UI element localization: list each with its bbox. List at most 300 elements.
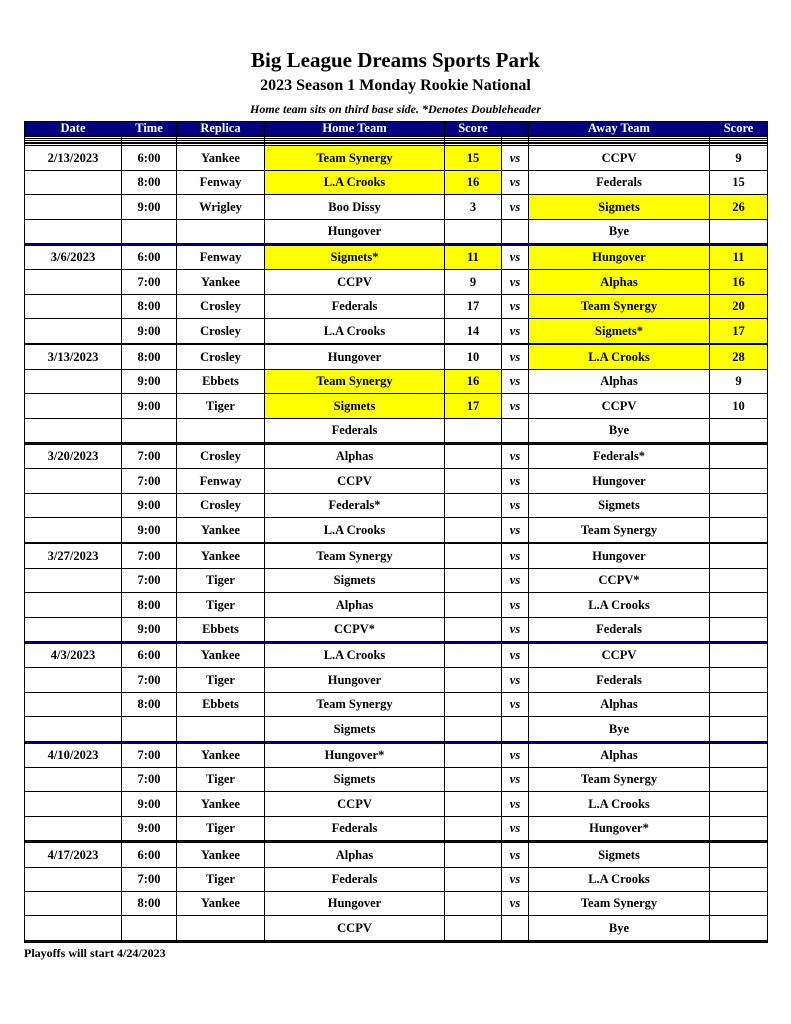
- away-score-cell: [710, 617, 768, 641]
- away-team-cell: CCPV: [529, 146, 710, 170]
- away-score-cell: [710, 717, 768, 741]
- replica-cell: [177, 717, 265, 741]
- game-row: [25, 544, 768, 568]
- vs-cell: [502, 717, 529, 741]
- replica-cell: Tiger: [177, 816, 265, 840]
- header-home-score: Score: [445, 122, 502, 136]
- vs-cell: vs: [502, 170, 529, 194]
- separator-cell: [445, 940, 502, 942]
- replica-cell: Crosley: [177, 444, 265, 468]
- time-cell: 9:00: [122, 394, 177, 418]
- date-cell: 4/3/2023: [25, 644, 122, 668]
- away-score-cell: [710, 418, 768, 442]
- home-team-cell: Federals: [265, 867, 445, 891]
- vs-cell: vs: [502, 617, 529, 641]
- date-cell: [25, 717, 122, 741]
- game-row: [25, 617, 768, 641]
- replica-cell: Fenway: [177, 469, 265, 493]
- schedule-table: [24, 121, 768, 943]
- vs-cell: vs: [502, 768, 529, 792]
- time-cell: 7:00: [122, 568, 177, 592]
- away-team-cell: Bye: [529, 717, 710, 741]
- home-score-cell: 14: [445, 319, 502, 343]
- replica-cell: Ebbets: [177, 617, 265, 641]
- game-row: [25, 867, 768, 891]
- schedule-body: [25, 135, 768, 943]
- date-cell: [25, 593, 122, 617]
- away-score-cell: [710, 568, 768, 592]
- away-team-cell: Team Synergy: [529, 891, 710, 915]
- time-cell: [122, 219, 177, 243]
- game-row: [25, 418, 768, 442]
- away-score-cell: [710, 768, 768, 792]
- date-cell: [25, 294, 122, 318]
- game-row: [25, 319, 768, 343]
- away-score-cell: [710, 816, 768, 840]
- vs-cell: [502, 219, 529, 243]
- away-team-cell: Alphas: [529, 369, 710, 393]
- game-row: [25, 792, 768, 816]
- replica-cell: Yankee: [177, 544, 265, 568]
- away-team-cell: CCPV: [529, 644, 710, 668]
- home-score-cell: [445, 418, 502, 442]
- away-score-cell: [710, 891, 768, 915]
- replica-cell: [177, 418, 265, 442]
- header-date: Date: [25, 122, 122, 136]
- home-team-cell: Federals*: [265, 493, 445, 517]
- time-cell: 9:00: [122, 319, 177, 343]
- game-row: [25, 768, 768, 792]
- date-cell: [25, 270, 122, 294]
- separator-cell: [25, 940, 122, 942]
- game-row: [25, 568, 768, 592]
- date-cell: [25, 816, 122, 840]
- home-score-cell: [445, 843, 502, 867]
- home-team-cell: Alphas: [265, 843, 445, 867]
- away-score-cell: 11: [710, 245, 768, 269]
- game-row: [25, 219, 768, 243]
- away-team-cell: Bye: [529, 418, 710, 442]
- schedule-note: Home team sits on third base side. *Denotes Doubleheader: [250, 102, 541, 116]
- playoffs-note: Playoffs will start 4/24/2023: [24, 946, 166, 960]
- away-score-cell: [710, 916, 768, 940]
- time-cell: 7:00: [122, 544, 177, 568]
- vs-cell: [502, 916, 529, 940]
- time-cell: 7:00: [122, 469, 177, 493]
- away-score-cell: [710, 493, 768, 517]
- time-cell: 6:00: [122, 245, 177, 269]
- replica-cell: Yankee: [177, 891, 265, 915]
- home-team-cell: Sigmets: [265, 717, 445, 741]
- home-score-cell: 3: [445, 195, 502, 219]
- home-score-cell: [445, 544, 502, 568]
- away-team-cell: Hungover: [529, 245, 710, 269]
- game-row: [25, 146, 768, 170]
- game-row: [25, 593, 768, 617]
- game-row: [25, 369, 768, 393]
- game-row: [25, 245, 768, 269]
- home-team-cell: Team Synergy: [265, 369, 445, 393]
- game-row: [25, 692, 768, 716]
- home-team-cell: Alphas: [265, 444, 445, 468]
- home-team-cell: Boo Dissy: [265, 195, 445, 219]
- replica-cell: Ebbets: [177, 369, 265, 393]
- game-row: [25, 469, 768, 493]
- home-score-cell: [445, 792, 502, 816]
- header-home-team: Home Team: [265, 122, 445, 136]
- time-cell: 9:00: [122, 617, 177, 641]
- away-team-cell: Alphas: [529, 743, 710, 767]
- date-cell: 3/13/2023: [25, 345, 122, 369]
- replica-cell: Yankee: [177, 518, 265, 542]
- home-score-cell: 16: [445, 369, 502, 393]
- vs-cell: [502, 418, 529, 442]
- vs-cell: vs: [502, 245, 529, 269]
- time-cell: [122, 916, 177, 940]
- away-team-cell: Hungover: [529, 544, 710, 568]
- away-team-cell: Bye: [529, 219, 710, 243]
- replica-cell: Yankee: [177, 644, 265, 668]
- home-score-cell: [445, 568, 502, 592]
- time-cell: 7:00: [122, 768, 177, 792]
- vs-cell: vs: [502, 270, 529, 294]
- home-team-cell: CCPV: [265, 469, 445, 493]
- replica-cell: Tiger: [177, 668, 265, 692]
- replica-cell: [177, 916, 265, 940]
- vs-cell: vs: [502, 792, 529, 816]
- vs-cell: vs: [502, 593, 529, 617]
- time-cell: 7:00: [122, 743, 177, 767]
- game-row: [25, 717, 768, 741]
- home-team-cell: L.A Crooks: [265, 518, 445, 542]
- away-team-cell: CCPV*: [529, 568, 710, 592]
- vs-cell: vs: [502, 444, 529, 468]
- home-team-cell: Hungover: [265, 891, 445, 915]
- separator-cell: [177, 940, 265, 942]
- game-row: [25, 444, 768, 468]
- away-score-cell: [710, 544, 768, 568]
- replica-cell: Crosley: [177, 345, 265, 369]
- home-score-cell: [445, 593, 502, 617]
- week-separator-row: [25, 940, 768, 942]
- away-score-cell: 9: [710, 369, 768, 393]
- away-team-cell: Alphas: [529, 692, 710, 716]
- home-score-cell: 10: [445, 345, 502, 369]
- vs-cell: vs: [502, 469, 529, 493]
- home-team-cell: Team Synergy: [265, 692, 445, 716]
- date-cell: 3/6/2023: [25, 245, 122, 269]
- time-cell: 8:00: [122, 891, 177, 915]
- game-row: [25, 743, 768, 767]
- vs-cell: vs: [502, 843, 529, 867]
- away-score-cell: [710, 219, 768, 243]
- home-team-cell: L.A Crooks: [265, 319, 445, 343]
- game-row: [25, 270, 768, 294]
- vs-cell: vs: [502, 692, 529, 716]
- time-cell: 8:00: [122, 593, 177, 617]
- vs-cell: vs: [502, 394, 529, 418]
- home-team-cell: Sigmets: [265, 768, 445, 792]
- game-row: [25, 916, 768, 940]
- time-cell: 9:00: [122, 518, 177, 542]
- home-team-cell: Sigmets: [265, 394, 445, 418]
- away-score-cell: [710, 593, 768, 617]
- header-vs: [502, 122, 529, 136]
- time-cell: 9:00: [122, 493, 177, 517]
- date-cell: [25, 891, 122, 915]
- away-score-cell: [710, 792, 768, 816]
- game-row: [25, 816, 768, 840]
- home-score-cell: [445, 518, 502, 542]
- away-team-cell: Hungover: [529, 469, 710, 493]
- home-team-cell: CCPV*: [265, 617, 445, 641]
- time-cell: 9:00: [122, 195, 177, 219]
- away-team-cell: L.A Crooks: [529, 867, 710, 891]
- time-cell: 6:00: [122, 843, 177, 867]
- time-cell: 8:00: [122, 692, 177, 716]
- replica-cell: Ebbets: [177, 692, 265, 716]
- replica-cell: Wrigley: [177, 195, 265, 219]
- home-team-cell: Hungover*: [265, 743, 445, 767]
- separator-cell: [710, 940, 768, 942]
- away-team-cell: Sigmets: [529, 493, 710, 517]
- home-team-cell: Hungover: [265, 345, 445, 369]
- home-team-cell: Federals: [265, 816, 445, 840]
- replica-cell: Yankee: [177, 146, 265, 170]
- time-cell: [122, 717, 177, 741]
- date-cell: [25, 867, 122, 891]
- time-cell: 8:00: [122, 345, 177, 369]
- away-team-cell: Sigmets: [529, 843, 710, 867]
- date-cell: 3/20/2023: [25, 444, 122, 468]
- date-cell: [25, 493, 122, 517]
- game-row: [25, 493, 768, 517]
- vs-cell: vs: [502, 146, 529, 170]
- replica-cell: Yankee: [177, 270, 265, 294]
- vs-cell: vs: [502, 668, 529, 692]
- home-team-cell: Federals: [265, 418, 445, 442]
- home-score-cell: [445, 816, 502, 840]
- away-score-cell: 17: [710, 319, 768, 343]
- date-cell: [25, 469, 122, 493]
- date-cell: [25, 692, 122, 716]
- page-title: Big League Dreams Sports Park: [251, 48, 540, 72]
- time-cell: 6:00: [122, 644, 177, 668]
- home-score-cell: [445, 469, 502, 493]
- date-cell: [25, 219, 122, 243]
- away-team-cell: Team Synergy: [529, 518, 710, 542]
- game-row: [25, 170, 768, 194]
- away-score-cell: 9: [710, 146, 768, 170]
- home-score-cell: [445, 743, 502, 767]
- replica-cell: Fenway: [177, 170, 265, 194]
- separator-cell: [529, 940, 710, 942]
- away-team-cell: L.A Crooks: [529, 345, 710, 369]
- replica-cell: Tiger: [177, 593, 265, 617]
- date-cell: 4/17/2023: [25, 843, 122, 867]
- away-team-cell: Federals: [529, 617, 710, 641]
- replica-cell: Tiger: [177, 394, 265, 418]
- game-row: [25, 518, 768, 542]
- date-cell: [25, 668, 122, 692]
- date-cell: [25, 369, 122, 393]
- home-score-cell: [445, 493, 502, 517]
- home-team-cell: CCPV: [265, 270, 445, 294]
- game-row: [25, 668, 768, 692]
- away-team-cell: Sigmets: [529, 195, 710, 219]
- away-team-cell: Federals*: [529, 444, 710, 468]
- replica-cell: Crosley: [177, 294, 265, 318]
- home-team-cell: Hungover: [265, 219, 445, 243]
- home-score-cell: 16: [445, 170, 502, 194]
- away-score-cell: 15: [710, 170, 768, 194]
- date-cell: [25, 768, 122, 792]
- away-team-cell: Alphas: [529, 270, 710, 294]
- home-team-cell: Team Synergy: [265, 544, 445, 568]
- game-row: [25, 891, 768, 915]
- away-team-cell: Hungover*: [529, 816, 710, 840]
- away-score-cell: 10: [710, 394, 768, 418]
- date-cell: [25, 394, 122, 418]
- time-cell: 8:00: [122, 170, 177, 194]
- date-cell: [25, 568, 122, 592]
- home-score-cell: 17: [445, 294, 502, 318]
- away-score-cell: 26: [710, 195, 768, 219]
- replica-cell: Yankee: [177, 792, 265, 816]
- home-score-cell: 11: [445, 245, 502, 269]
- time-cell: 9:00: [122, 369, 177, 393]
- time-cell: 7:00: [122, 668, 177, 692]
- vs-cell: vs: [502, 544, 529, 568]
- vs-cell: vs: [502, 369, 529, 393]
- away-team-cell: Sigmets*: [529, 319, 710, 343]
- vs-cell: vs: [502, 743, 529, 767]
- away-team-cell: Team Synergy: [529, 294, 710, 318]
- away-team-cell: L.A Crooks: [529, 593, 710, 617]
- game-row: [25, 644, 768, 668]
- away-score-cell: [710, 743, 768, 767]
- date-cell: [25, 418, 122, 442]
- replica-cell: Fenway: [177, 245, 265, 269]
- separator-cell: [265, 940, 445, 942]
- separator-cell: [122, 940, 177, 942]
- away-score-cell: [710, 668, 768, 692]
- away-team-cell: Federals: [529, 170, 710, 194]
- home-team-cell: Hungover: [265, 668, 445, 692]
- vs-cell: vs: [502, 195, 529, 219]
- date-cell: 2/13/2023: [25, 146, 122, 170]
- home-team-cell: CCPV: [265, 792, 445, 816]
- date-cell: 3/27/2023: [25, 544, 122, 568]
- home-score-cell: [445, 668, 502, 692]
- home-score-cell: 9: [445, 270, 502, 294]
- date-cell: 4/10/2023: [25, 743, 122, 767]
- time-cell: 6:00: [122, 146, 177, 170]
- away-team-cell: Team Synergy: [529, 768, 710, 792]
- away-score-cell: [710, 843, 768, 867]
- replica-cell: Tiger: [177, 768, 265, 792]
- time-cell: 7:00: [122, 270, 177, 294]
- time-cell: 8:00: [122, 294, 177, 318]
- time-cell: 7:00: [122, 444, 177, 468]
- away-team-cell: Federals: [529, 668, 710, 692]
- time-cell: 9:00: [122, 816, 177, 840]
- vs-cell: vs: [502, 644, 529, 668]
- home-score-cell: [445, 617, 502, 641]
- time-cell: 9:00: [122, 792, 177, 816]
- replica-cell: Yankee: [177, 743, 265, 767]
- home-score-cell: [445, 444, 502, 468]
- home-score-cell: [445, 916, 502, 940]
- away-team-cell: L.A Crooks: [529, 792, 710, 816]
- home-score-cell: [445, 692, 502, 716]
- home-score-cell: [445, 768, 502, 792]
- away-score-cell: [710, 444, 768, 468]
- home-score-cell: [445, 891, 502, 915]
- date-cell: [25, 617, 122, 641]
- away-score-cell: 20: [710, 294, 768, 318]
- vs-cell: vs: [502, 568, 529, 592]
- away-score-cell: 16: [710, 270, 768, 294]
- away-team-cell: CCPV: [529, 394, 710, 418]
- vs-cell: vs: [502, 345, 529, 369]
- time-cell: 7:00: [122, 867, 177, 891]
- home-team-cell: Alphas: [265, 593, 445, 617]
- game-row: [25, 195, 768, 219]
- home-score-cell: [445, 717, 502, 741]
- replica-cell: Tiger: [177, 867, 265, 891]
- home-score-cell: [445, 867, 502, 891]
- game-row: [25, 843, 768, 867]
- date-cell: [25, 916, 122, 940]
- home-score-cell: [445, 219, 502, 243]
- page-subtitle: 2023 Season 1 Monday Rookie National: [260, 77, 531, 94]
- separator-cell: [502, 940, 529, 942]
- home-score-cell: [445, 644, 502, 668]
- game-row: [25, 394, 768, 418]
- away-score-cell: 28: [710, 345, 768, 369]
- replica-cell: Yankee: [177, 843, 265, 867]
- home-team-cell: Federals: [265, 294, 445, 318]
- vs-cell: vs: [502, 294, 529, 318]
- away-team-cell: Bye: [529, 916, 710, 940]
- home-team-cell: Sigmets*: [265, 245, 445, 269]
- vs-cell: vs: [502, 518, 529, 542]
- home-score-cell: 17: [445, 394, 502, 418]
- replica-cell: Tiger: [177, 568, 265, 592]
- date-cell: [25, 792, 122, 816]
- date-cell: [25, 319, 122, 343]
- away-score-cell: [710, 692, 768, 716]
- vs-cell: vs: [502, 493, 529, 517]
- replica-cell: Crosley: [177, 493, 265, 517]
- date-cell: [25, 195, 122, 219]
- away-score-cell: [710, 469, 768, 493]
- game-row: [25, 294, 768, 318]
- away-score-cell: [710, 518, 768, 542]
- header-away-team: Away Team: [529, 122, 710, 136]
- replica-cell: [177, 219, 265, 243]
- vs-cell: vs: [502, 816, 529, 840]
- away-score-cell: [710, 644, 768, 668]
- home-team-cell: Team Synergy: [265, 146, 445, 170]
- home-score-cell: 15: [445, 146, 502, 170]
- date-cell: [25, 170, 122, 194]
- header-away-score: Score: [710, 122, 768, 136]
- header-row: [25, 122, 768, 136]
- vs-cell: vs: [502, 319, 529, 343]
- vs-cell: vs: [502, 867, 529, 891]
